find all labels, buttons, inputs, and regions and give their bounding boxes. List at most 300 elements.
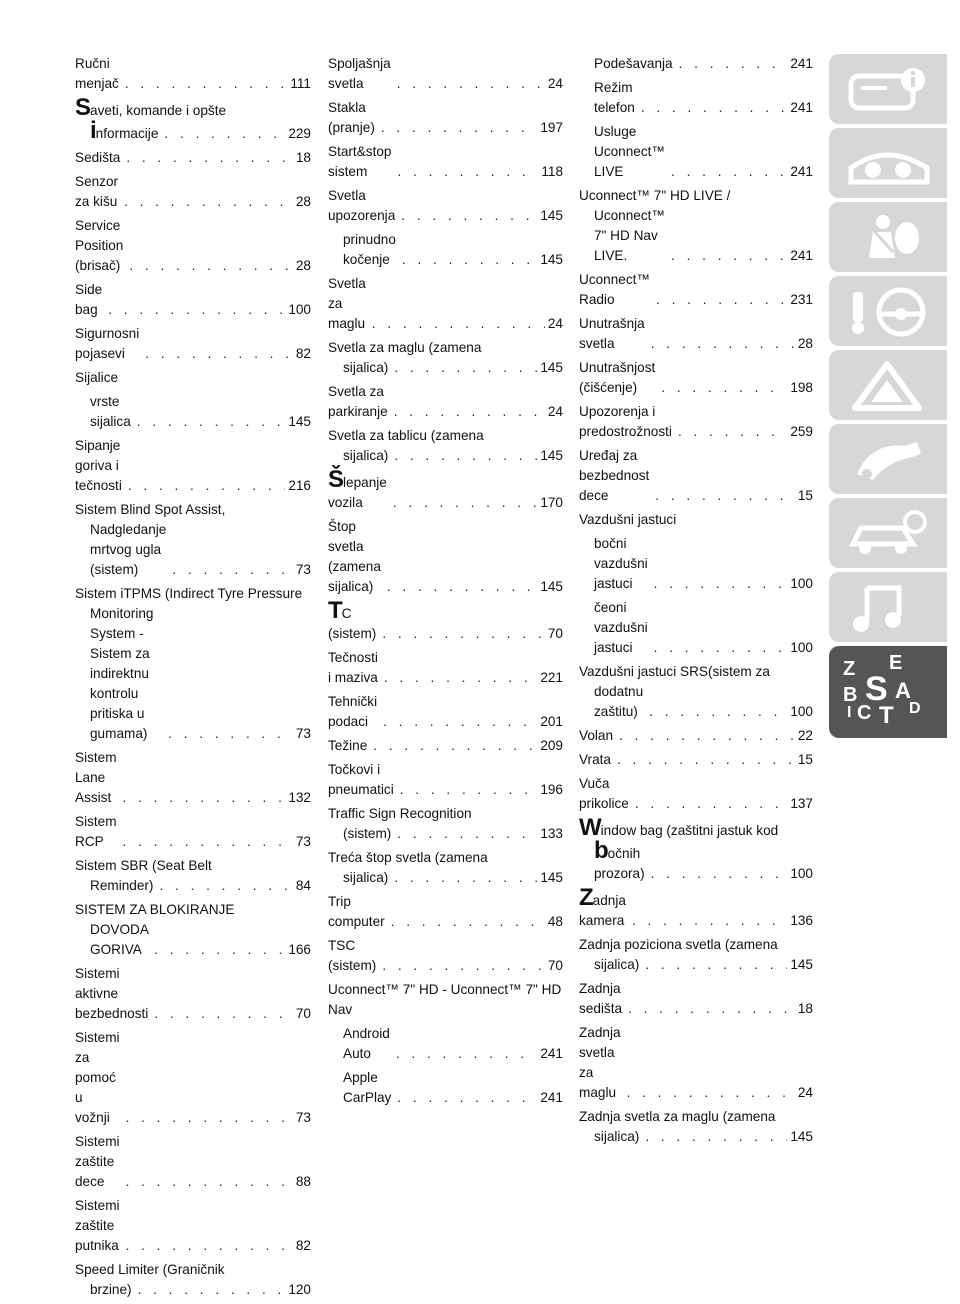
index-entry[interactable] bbox=[328, 980, 563, 1020]
leader-dots bbox=[393, 493, 537, 513]
entry-label: Sigurnosni pojasevi bbox=[75, 326, 140, 361]
index-entry[interactable] bbox=[579, 358, 813, 398]
entry-label-continuation: Nadgledanje mrtvog ugla (sistem) bbox=[90, 522, 167, 577]
leader-dots bbox=[159, 876, 292, 896]
index-entry[interactable] bbox=[75, 1196, 311, 1256]
entry-label: Sistem Blind Spot Assist, bbox=[75, 502, 226, 517]
leader-dots bbox=[394, 402, 545, 422]
entry-label: čeoni vazdušni jastuci bbox=[594, 600, 648, 655]
index-entry[interactable] bbox=[75, 216, 311, 276]
leader-dots bbox=[651, 864, 788, 884]
index-letter: I bbox=[847, 704, 852, 721]
entry-label: Android Auto bbox=[343, 1026, 390, 1061]
entry-label-continuation: dodatnu zaštitu) bbox=[594, 684, 644, 719]
index-letter: D bbox=[909, 700, 921, 717]
entry-label: Upozorenja i predostrožnosti bbox=[579, 404, 672, 439]
index-entry[interactable] bbox=[328, 692, 563, 732]
leader-dots bbox=[627, 1083, 795, 1103]
entry-label: Stakla (pranje) bbox=[328, 100, 375, 135]
car-specs-icon bbox=[847, 508, 931, 560]
index-entry[interactable] bbox=[579, 122, 813, 182]
leader-dots bbox=[138, 1280, 286, 1300]
index-entry[interactable] bbox=[328, 54, 563, 94]
leader-dots bbox=[617, 750, 795, 770]
entry-label-continuation: (sistem) bbox=[343, 826, 392, 841]
car-info-icon bbox=[847, 64, 931, 116]
leader-dots bbox=[402, 250, 537, 270]
page-number[interactable]: 48 bbox=[547, 914, 563, 929]
index-letter: Z bbox=[843, 658, 856, 680]
entry-label: Volan bbox=[579, 728, 614, 743]
index-entry[interactable] bbox=[75, 1028, 311, 1128]
page-number[interactable]: 145 bbox=[540, 870, 563, 885]
index-entry[interactable] bbox=[75, 94, 311, 144]
entry-label: Speed Limiter (Graničnik bbox=[75, 1262, 225, 1277]
page-number[interactable]: 24 bbox=[547, 316, 563, 331]
leader-dots bbox=[397, 1088, 537, 1108]
entry-label: Sipanje goriva i tečnosti bbox=[75, 438, 122, 493]
index-entry[interactable] bbox=[328, 648, 563, 688]
leader-dots bbox=[628, 999, 795, 1019]
leader-dots bbox=[678, 422, 787, 442]
leader-dots bbox=[125, 74, 288, 94]
page-number[interactable]: 18 bbox=[295, 150, 311, 165]
entry-label: Režim telefon bbox=[594, 80, 635, 115]
leader-dots bbox=[381, 118, 537, 138]
index-entry[interactable] bbox=[328, 466, 563, 513]
index-letter: C bbox=[857, 702, 872, 724]
page-number[interactable]: 88 bbox=[295, 1174, 311, 1189]
page-number[interactable]: 73 bbox=[295, 834, 311, 849]
entry-label: Sistem RCP bbox=[75, 814, 117, 849]
leader-dots bbox=[382, 624, 545, 644]
leader-dots bbox=[619, 726, 795, 746]
index-entry[interactable] bbox=[328, 936, 563, 976]
entry-label: Vuča prikolice bbox=[579, 776, 629, 811]
entry-label-continuation: bočnih prozora) bbox=[594, 837, 645, 881]
leader-dots bbox=[394, 446, 537, 466]
leader-dots bbox=[397, 824, 537, 844]
entry-label: Saveti, komande i opšte bbox=[75, 94, 227, 121]
index-entry[interactable] bbox=[579, 1023, 813, 1103]
index-letters-icon bbox=[843, 652, 933, 729]
entry-label-continuation: Uconnect™ 7" HD Nav LIVE. bbox=[594, 208, 666, 263]
leader-dots bbox=[654, 574, 788, 594]
entry-label-continuation: brzine) bbox=[90, 1282, 132, 1297]
index-entry[interactable] bbox=[328, 597, 563, 644]
leader-dots bbox=[671, 246, 787, 266]
index-entry[interactable] bbox=[579, 774, 813, 814]
entry-label: Senzor za kišu bbox=[75, 174, 119, 209]
index-entry[interactable] bbox=[579, 1107, 813, 1147]
index-entry[interactable] bbox=[75, 1260, 311, 1300]
entry-label: Unutrašnjost (čišćenje) bbox=[579, 360, 656, 395]
entry-label: Šlepanje vozila bbox=[328, 466, 387, 510]
tab-index[interactable] bbox=[829, 646, 947, 738]
index-column-1 bbox=[75, 54, 311, 1304]
tab-starting-driving[interactable] bbox=[829, 276, 947, 346]
page-number[interactable]: 170 bbox=[540, 495, 563, 510]
index-entry[interactable] bbox=[579, 935, 813, 975]
warning-triangle-icon bbox=[847, 360, 931, 412]
page-number[interactable]: 82 bbox=[295, 1238, 311, 1253]
tab-emergency[interactable] bbox=[829, 350, 947, 420]
page-number[interactable]: 241 bbox=[540, 1090, 563, 1105]
index-entry[interactable] bbox=[75, 856, 311, 896]
entry-label: Service Position (brisač) bbox=[75, 218, 124, 273]
leader-dots bbox=[651, 334, 795, 354]
page-number[interactable]: 18 bbox=[797, 1001, 813, 1016]
airbag-person-icon bbox=[847, 212, 931, 264]
index-entry[interactable] bbox=[579, 78, 813, 118]
entry-label: Unutrašnja svetla bbox=[579, 316, 645, 351]
page-number[interactable]: 24 bbox=[797, 1085, 813, 1100]
page-number[interactable]: 241 bbox=[790, 56, 813, 71]
index-entry[interactable] bbox=[328, 426, 563, 466]
index-entry[interactable] bbox=[579, 598, 813, 658]
index-entry[interactable] bbox=[328, 892, 563, 932]
index-entry[interactable] bbox=[328, 186, 563, 226]
index-letter: T bbox=[879, 702, 894, 729]
entry-label: Uređaj za bezbednost dece bbox=[579, 448, 650, 503]
leader-dots bbox=[129, 256, 293, 276]
leader-dots bbox=[641, 98, 788, 118]
page-number[interactable]: 70 bbox=[547, 958, 563, 973]
index-entry[interactable] bbox=[75, 812, 311, 852]
page-number[interactable]: 24 bbox=[547, 404, 563, 419]
steering-wheel-icon bbox=[847, 286, 931, 338]
leader-dots bbox=[645, 955, 787, 975]
leader-dots bbox=[108, 300, 285, 320]
entry-label-continuation: informacije bbox=[90, 117, 159, 144]
entry-label: Spoljašnja svetla bbox=[328, 56, 391, 91]
page-number[interactable]: 100 bbox=[790, 866, 813, 881]
chapter-tabs-sidebar bbox=[829, 54, 947, 742]
entry-label: Treća štop svetla (zamena bbox=[328, 850, 488, 865]
index-entry[interactable] bbox=[579, 314, 813, 354]
page-number[interactable]: 241 bbox=[790, 248, 813, 263]
page-number[interactable]: 145 bbox=[540, 448, 563, 463]
index-entry[interactable] bbox=[579, 750, 813, 770]
entry-label: Tečnosti i maziva bbox=[328, 650, 378, 685]
page-number[interactable]: 221 bbox=[540, 670, 563, 685]
entry-label: Trip computer bbox=[328, 894, 385, 929]
leader-dots bbox=[123, 788, 286, 808]
entry-label: Svetla za tablicu (zamena bbox=[328, 428, 484, 443]
entry-label-continuation: sijalica) bbox=[343, 870, 389, 885]
entry-label-continuation: sijalica) bbox=[343, 448, 389, 463]
entry-label: Window bag (zaštitni jastuk kod bbox=[579, 814, 779, 841]
index-entry[interactable] bbox=[328, 98, 563, 138]
entry-label: Uconnect™ 7" HD - Uconnect™ 7" HD Nav bbox=[328, 982, 562, 1017]
entry-label: Težine bbox=[328, 738, 368, 753]
page-number[interactable]: 216 bbox=[288, 478, 311, 493]
entry-label: Vrata bbox=[579, 752, 611, 767]
page-number[interactable]: 137 bbox=[790, 796, 813, 811]
entry-label: Sistem SBR (Seat Belt bbox=[75, 858, 212, 873]
dashboard-icon bbox=[847, 138, 931, 190]
entry-label-continuation: sijalica) bbox=[594, 1129, 640, 1144]
leader-dots bbox=[126, 1108, 293, 1128]
page-number[interactable]: 100 bbox=[790, 704, 813, 719]
index-entry[interactable] bbox=[579, 534, 813, 594]
leader-dots bbox=[373, 736, 537, 756]
entry-label: Točkovi i pneumatici bbox=[328, 762, 394, 797]
page-number[interactable]: 145 bbox=[790, 957, 813, 972]
page-number[interactable]: 70 bbox=[295, 1006, 311, 1021]
page-number[interactable]: 73 bbox=[295, 1110, 311, 1125]
entry-label: Sijalice bbox=[75, 370, 119, 385]
page-number[interactable]: 28 bbox=[797, 336, 813, 351]
leader-dots bbox=[396, 1044, 537, 1064]
entry-label: Svetla za parkiranje bbox=[328, 384, 388, 419]
page-number[interactable]: 196 bbox=[540, 782, 563, 797]
page-number[interactable]: 133 bbox=[540, 826, 563, 841]
leader-dots bbox=[397, 74, 545, 94]
leader-dots bbox=[124, 192, 293, 212]
index-entry[interactable] bbox=[579, 884, 813, 931]
tab-technical-data[interactable] bbox=[829, 498, 947, 568]
tab-safety[interactable] bbox=[829, 202, 947, 272]
leader-dots bbox=[649, 702, 787, 722]
index-entry[interactable] bbox=[75, 280, 311, 320]
leader-dots bbox=[397, 162, 538, 182]
leader-dots bbox=[137, 412, 286, 432]
index-column-2 bbox=[328, 54, 563, 1112]
entry-label: Zadnja poziciona svetla (zamena bbox=[579, 937, 778, 952]
index-entry[interactable] bbox=[75, 748, 311, 808]
index-letter: B bbox=[843, 684, 858, 706]
page-number[interactable]: 73 bbox=[295, 562, 311, 577]
leader-dots bbox=[655, 486, 795, 506]
leader-dots bbox=[382, 956, 545, 976]
index-entry[interactable] bbox=[328, 338, 563, 378]
page-number[interactable]: 241 bbox=[540, 1046, 563, 1061]
page-number[interactable]: 24 bbox=[547, 76, 563, 91]
index-entry[interactable] bbox=[75, 584, 311, 744]
index-entry[interactable] bbox=[328, 848, 563, 888]
entry-label-continuation: sijalica) bbox=[594, 957, 640, 972]
index-entry[interactable] bbox=[579, 402, 813, 442]
index-column-3 bbox=[579, 54, 813, 1151]
entry-label: Uconnect™ 7" HD LIVE / bbox=[579, 188, 731, 203]
page-number[interactable]: 145 bbox=[540, 360, 563, 375]
entry-label: Svetla upozorenja bbox=[328, 188, 396, 223]
entry-label: Sistem Lane Assist bbox=[75, 750, 117, 805]
entry-label: Podešavanja bbox=[594, 56, 673, 71]
leader-dots bbox=[384, 668, 537, 688]
leader-dots bbox=[126, 1172, 293, 1192]
page-number[interactable]: 145 bbox=[540, 579, 563, 594]
page-number[interactable]: 70 bbox=[547, 626, 563, 641]
page-number[interactable]: 166 bbox=[288, 942, 311, 957]
index-entry[interactable] bbox=[579, 979, 813, 1019]
index-entry[interactable] bbox=[579, 510, 813, 530]
leader-dots bbox=[387, 577, 537, 597]
entry-label: Sistem iTPMS (Indirect Tyre Pressure bbox=[75, 586, 303, 601]
leader-dots bbox=[126, 1236, 293, 1256]
tab-car-info[interactable] bbox=[829, 54, 947, 124]
entry-label-continuation: DOVODA GORIVA bbox=[90, 922, 149, 957]
leader-dots bbox=[391, 912, 545, 932]
index-entry[interactable] bbox=[328, 274, 563, 334]
entry-label: Sedišta bbox=[75, 150, 121, 165]
index-entry[interactable] bbox=[579, 270, 813, 310]
leader-dots bbox=[126, 148, 293, 168]
index-entry[interactable] bbox=[75, 436, 311, 496]
page-number[interactable]: 241 bbox=[790, 100, 813, 115]
page-number[interactable]: 15 bbox=[797, 752, 813, 767]
entry-label: Usluge Uconnect™ LIVE bbox=[594, 124, 666, 179]
page-number[interactable]: 145 bbox=[540, 252, 563, 267]
index-entry[interactable] bbox=[328, 230, 563, 270]
entry-label: Svetla za maglu (zamena bbox=[328, 340, 482, 355]
index-entry[interactable] bbox=[75, 392, 311, 432]
index-entry[interactable] bbox=[75, 964, 311, 1024]
entry-label: bočni vazdušni jastuci bbox=[594, 536, 648, 591]
index-entry[interactable] bbox=[75, 500, 311, 580]
leader-dots bbox=[679, 54, 788, 74]
page-number[interactable]: 201 bbox=[540, 714, 563, 729]
page-number[interactable]: 145 bbox=[790, 1129, 813, 1144]
index-entry[interactable] bbox=[579, 54, 813, 74]
index-entry[interactable] bbox=[579, 186, 813, 266]
page-number[interactable]: 229 bbox=[288, 126, 311, 141]
leader-dots bbox=[671, 162, 787, 182]
page-number[interactable]: 145 bbox=[288, 414, 311, 429]
page-number[interactable]: 111 bbox=[290, 76, 311, 91]
page-number[interactable]: 197 bbox=[540, 120, 563, 135]
index-entry[interactable] bbox=[75, 1132, 311, 1192]
index-entry[interactable] bbox=[579, 446, 813, 506]
page-number[interactable]: 120 bbox=[288, 1282, 311, 1297]
index-entry[interactable] bbox=[75, 148, 311, 168]
page-number[interactable]: 100 bbox=[790, 576, 813, 591]
tab-multimedia[interactable] bbox=[829, 572, 947, 642]
wrench-icon bbox=[847, 434, 931, 486]
entry-label: Apple CarPlay bbox=[343, 1070, 392, 1105]
entry-label: Uconnect™ Radio bbox=[579, 272, 651, 307]
index-entry[interactable] bbox=[75, 172, 311, 212]
leader-dots bbox=[654, 638, 788, 658]
tab-maintenance[interactable] bbox=[829, 424, 947, 494]
index-entry[interactable] bbox=[328, 382, 563, 422]
page-number[interactable]: 145 bbox=[540, 208, 563, 223]
index-entry[interactable] bbox=[328, 1068, 563, 1108]
leader-dots bbox=[661, 378, 787, 398]
leader-dots bbox=[645, 1127, 787, 1147]
page-number[interactable]: 28 bbox=[295, 258, 311, 273]
leader-dots bbox=[394, 868, 537, 888]
index-entry[interactable] bbox=[328, 736, 563, 756]
entry-label: Zadnja svetla za maglu bbox=[579, 1025, 621, 1100]
entry-label: Side bag bbox=[75, 282, 103, 317]
entry-label-continuation: Monitoring System - Sistem za indirektnu kontrolu pritiska u gumama) bbox=[90, 606, 154, 741]
entry-label: SISTEM ZA BLOKIRANJE bbox=[75, 902, 235, 917]
entry-label: Start&stop sistem bbox=[328, 144, 392, 179]
entry-label-continuation: Reminder) bbox=[90, 878, 154, 893]
index-entry[interactable] bbox=[328, 517, 563, 597]
page-number[interactable]: 28 bbox=[295, 194, 311, 209]
entry-label: Traffic Sign Recognition bbox=[328, 806, 472, 821]
leader-dots bbox=[372, 314, 545, 334]
entry-label: Zadnja svetla za maglu (zamena bbox=[579, 1109, 776, 1124]
entry-label: Vazdušni jastuci SRS(sistem za bbox=[579, 664, 770, 679]
entry-label: Sistemi za pomoć u vožnji bbox=[75, 1030, 120, 1125]
page-number[interactable]: 84 bbox=[295, 878, 311, 893]
leader-dots bbox=[635, 794, 787, 814]
page-number[interactable]: 118 bbox=[541, 164, 563, 179]
page-number[interactable]: 100 bbox=[790, 640, 813, 655]
page-number[interactable]: 231 bbox=[790, 292, 813, 307]
entry-label: Tehnički podaci bbox=[328, 694, 378, 729]
leader-dots bbox=[632, 911, 787, 931]
leader-dots bbox=[164, 124, 285, 144]
index-entry[interactable] bbox=[328, 804, 563, 844]
page-number[interactable]: 22 bbox=[797, 728, 813, 743]
leader-dots bbox=[154, 1004, 293, 1024]
entry-label: Sistemi aktivne bezbednosti bbox=[75, 966, 149, 1021]
index-entry[interactable] bbox=[579, 814, 813, 884]
entry-label: Vazdušni jastuci bbox=[579, 512, 677, 527]
leader-dots bbox=[128, 476, 285, 496]
leader-dots bbox=[168, 724, 293, 744]
entry-label: TC (sistem) bbox=[328, 597, 377, 641]
entry-label-continuation: sijalica) bbox=[343, 360, 389, 375]
index-entry[interactable] bbox=[328, 142, 563, 182]
multimedia-icon bbox=[847, 582, 931, 634]
leader-dots bbox=[383, 712, 537, 732]
entry-label: TSC (sistem) bbox=[328, 938, 377, 973]
page-number[interactable]: 259 bbox=[790, 424, 813, 439]
index-entry[interactable] bbox=[75, 324, 311, 364]
entry-label: Sistemi zaštite dece bbox=[75, 1134, 120, 1189]
index-entry[interactable] bbox=[75, 368, 311, 388]
page-number[interactable]: 241 bbox=[790, 164, 813, 179]
leader-dots bbox=[400, 780, 538, 800]
entry-label: vrste sijalica bbox=[90, 394, 131, 429]
page-number[interactable]: 73 bbox=[295, 726, 311, 741]
index-letter: S bbox=[865, 670, 888, 708]
index-entry[interactable] bbox=[75, 54, 311, 94]
entry-label: Svetla za maglu bbox=[328, 276, 366, 331]
index-entry[interactable] bbox=[579, 726, 813, 746]
page-number[interactable]: 132 bbox=[288, 790, 311, 805]
page-number[interactable]: 209 bbox=[540, 738, 563, 753]
leader-dots bbox=[401, 206, 537, 226]
page-number[interactable]: 100 bbox=[288, 302, 311, 317]
page-number[interactable]: 136 bbox=[790, 913, 813, 928]
index-letter: A bbox=[895, 678, 911, 703]
entry-label: Zadnja kamera bbox=[579, 884, 626, 928]
leader-dots bbox=[394, 358, 537, 378]
entry-label: Sistemi zaštite putnika bbox=[75, 1198, 120, 1253]
leader-dots bbox=[123, 832, 293, 852]
index-entry[interactable] bbox=[579, 662, 813, 722]
leader-dots bbox=[154, 940, 285, 960]
index-letter: E bbox=[889, 652, 903, 674]
page-number[interactable]: 82 bbox=[295, 346, 311, 361]
index-entry[interactable] bbox=[328, 1024, 563, 1064]
entry-label: Štop svetla (zamena sijalica) bbox=[328, 519, 381, 594]
index-entry[interactable] bbox=[75, 900, 311, 960]
leader-dots bbox=[656, 290, 787, 310]
tab-dashboard[interactable] bbox=[829, 128, 947, 198]
leader-dots bbox=[172, 560, 293, 580]
page-number[interactable]: 15 bbox=[797, 488, 813, 503]
page-number[interactable]: 198 bbox=[790, 380, 813, 395]
index-entry[interactable] bbox=[328, 760, 563, 800]
